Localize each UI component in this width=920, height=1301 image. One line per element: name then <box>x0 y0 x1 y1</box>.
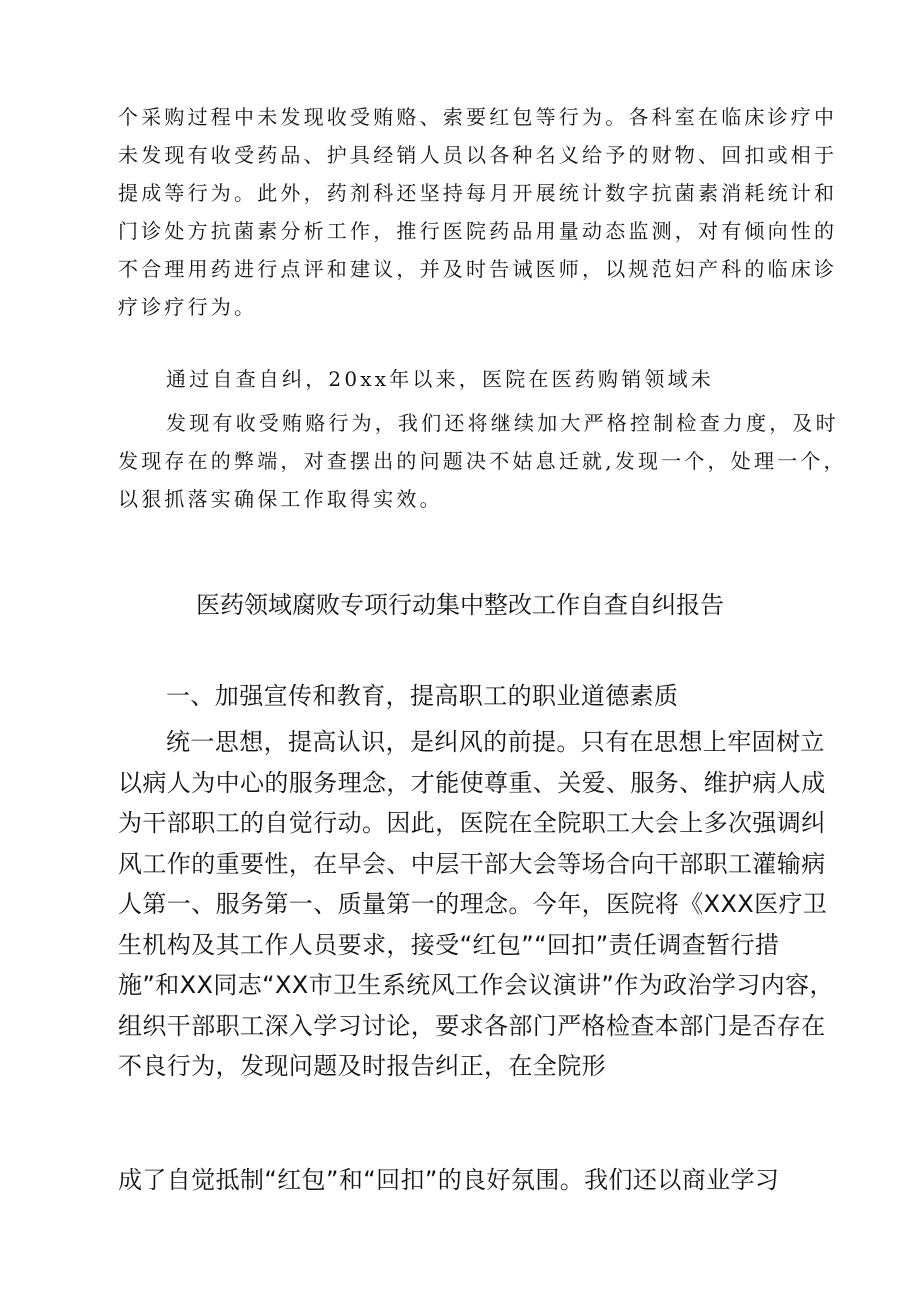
paragraph-conclusion <box>118 404 847 518</box>
text-line: 生机构及其工作人员要求，接受“红包”“回扣”责任调查暂行措 <box>118 930 780 959</box>
text-line: 发现存在的弊端，对查摆出的问题决不姑息迁就,发现一个，处理一个， <box>118 449 847 473</box>
text-line: 风工作的重要性，在早会、中层干部大会等场合向干部职工灌输病 <box>118 849 826 878</box>
report-title: 医药领域腐败专项行动集中整改工作自查自纠报告 <box>196 591 724 619</box>
text-line: 为干部职工的自觉行动。因此，医院在全院职工大会上多次强调纠 <box>118 809 826 837</box>
text-line: 发现有收受贿赂行为，我们还将继续加大严格控制检查力度，及时 <box>166 411 839 435</box>
text-line: 人第一、服务第一、质量第一的理念。今年，医院将《XXX医疗卫 <box>118 890 828 918</box>
text-line: 不良行为，发现问题及时报告纠正，在全院形 <box>118 1052 606 1080</box>
text-line: 通过自查自纠，20xx年以来，医院在医药购销领域未 <box>166 367 715 391</box>
text-line: 个采购过程中未发现收受贿赂、索要红包等行为。各科室在临床诊疗中 <box>118 105 838 129</box>
text-line: 组织干部职工深入学习讨论，要求各部门严格检查本部门是否存在 <box>118 1011 826 1040</box>
text-line: 提成等行为。此外，药剂科还坚持每月开展统计数字抗菌素消耗统计和 <box>118 181 838 205</box>
text-line: 未发现有收受药品、护具经销人员以各种名义给予的财物、回扣或相于 <box>118 143 838 167</box>
text-line: 以病人为中心的服务理念，才能使尊重、关爱、服务、维护病人成 <box>118 768 826 797</box>
paragraph-self-check <box>166 360 866 398</box>
paragraph-procurement <box>118 98 838 326</box>
section-heading: 一、加强宣传和教育，提高职工的职业道德素质 <box>166 682 679 710</box>
text-line: 疗诊疗行为。 <box>118 295 258 319</box>
text-line: 门诊处方抗菌素分析工作，推行医院药品用量动态监测，对有倾向性的 <box>118 219 838 243</box>
text-line: 施”和XX同志“XX市卫生系统风工作会议演讲”作为政治学习内容， <box>118 971 834 999</box>
text-line: 以狠抓落实确保工作取得实效。 <box>118 487 443 511</box>
text-line: 统一思想，提高认识，是纠风的前提。只有在思想上牢固树立 <box>166 728 825 756</box>
paragraph-education <box>118 722 838 1087</box>
continuation-line: 成了自觉抵制“红包”和“回扣”的良好氛围。我们还以商业学习 <box>118 1166 780 1194</box>
text-line: 不合理用药进行点评和建议，并及时告诫医师，以规范妇产科的临床诊 <box>118 257 838 281</box>
